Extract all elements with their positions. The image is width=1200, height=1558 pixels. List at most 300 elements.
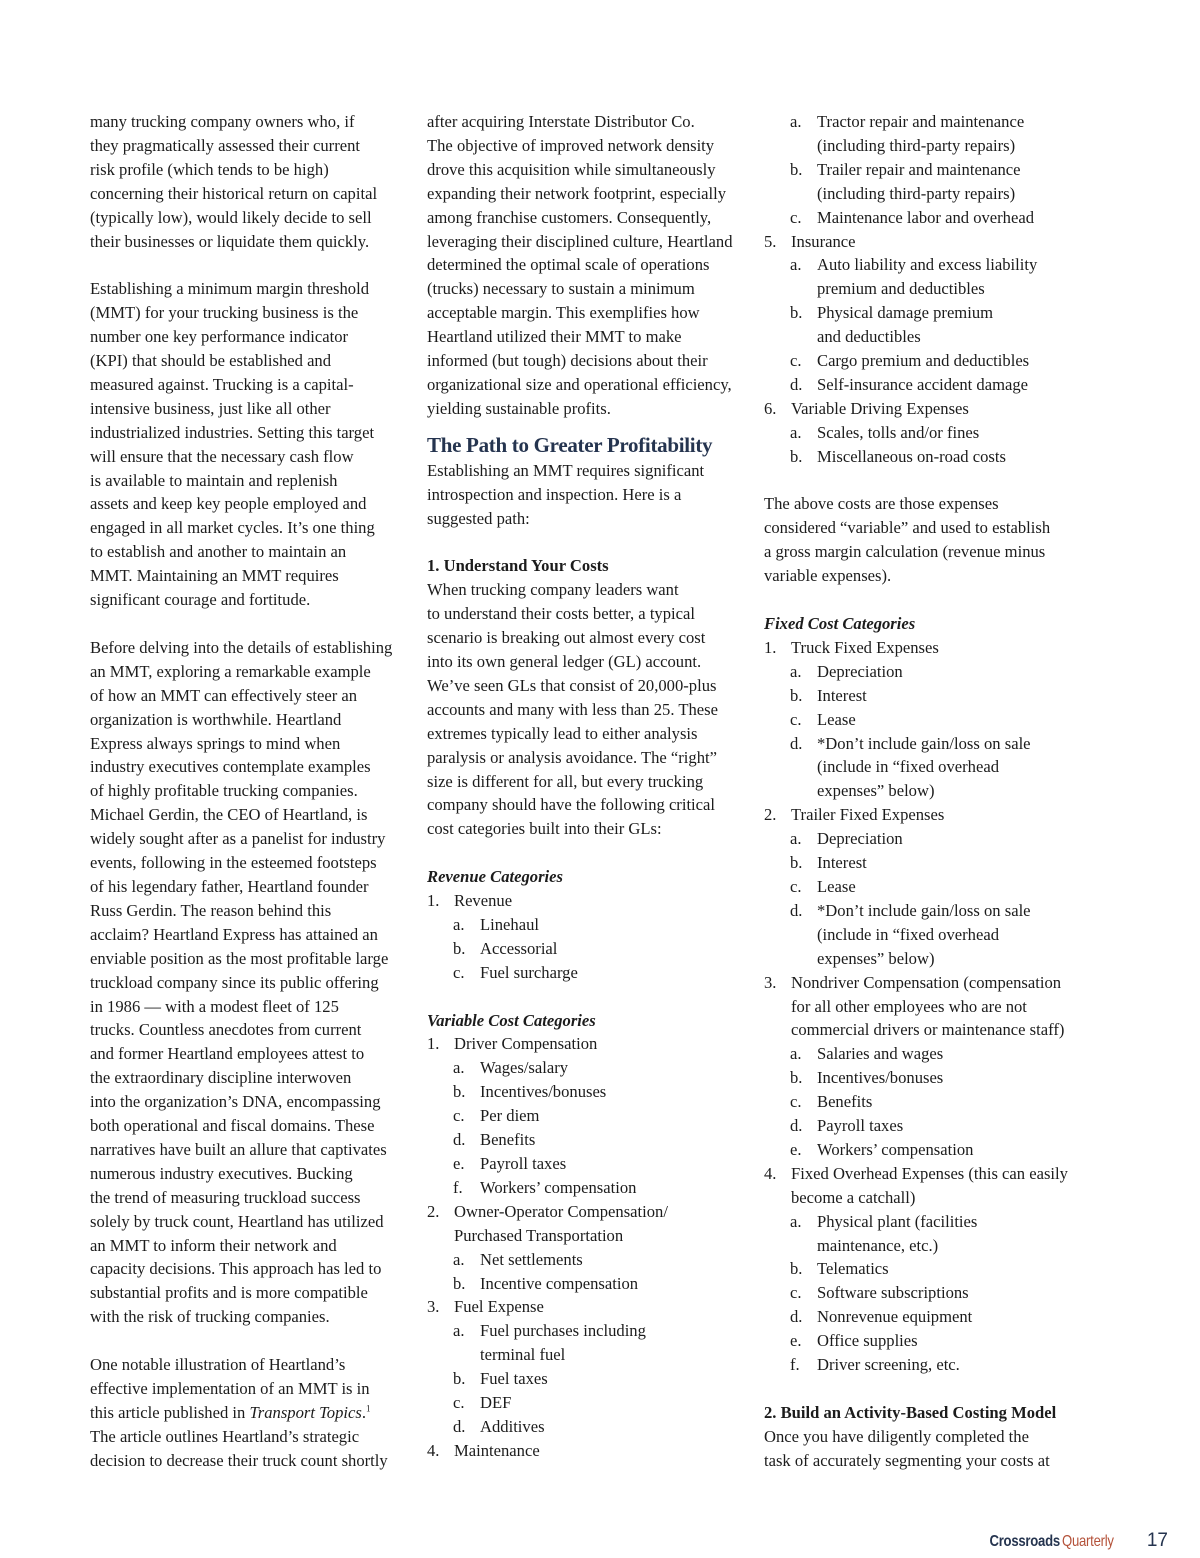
list-subitem-text: Benefits [817,1092,873,1112]
list-subitem-text: Benefits [480,1130,536,1150]
list-marker: 4. [764,1163,777,1183]
text-line: informed (but tough) decisions about their [427,351,708,371]
list-item-line [427,1295,745,1319]
list-subitem-text: Lease [817,876,856,896]
text-line: a gross margin calculation (revenue minus [764,542,1046,562]
text-line: of highly profitable trucking companies. [90,781,358,801]
list-subitem-text: Accessorial [480,938,558,958]
list-item-line [427,1439,745,1463]
text-line: number one key performance indicator [90,327,349,347]
text-line: they pragmatically assessed their current [90,135,361,155]
list-item-text: Revenue [454,891,513,911]
list-subitem-text: Office supplies [817,1331,918,1351]
list-subitem-text: Payroll taxes [480,1154,567,1174]
text-line: The objective of improved network density [427,135,715,155]
text-line: intensive business, just like all other [90,398,331,418]
list-subitem [427,913,745,937]
list-marker: b. [790,853,803,873]
text-line: to understand their costs better, a typical [427,604,695,624]
list-subitem-text: DEF [480,1393,512,1413]
list-subitem [764,301,1084,325]
list-subitem-text: expenses” below) [817,781,935,801]
list-marker: f. [790,1355,800,1375]
text-line: events, following in the esteemed footsteps [90,853,377,873]
list-marker: b. [453,1369,466,1389]
variable-cost-list-continued [764,230,1084,469]
list-item-text: become a catchall) [791,1187,916,1207]
paragraph [427,459,745,531]
list-subitem-text: expenses” below) [817,948,935,968]
text-line: (KPI) that should be established and [90,351,332,371]
list-subitem-text: Auto liability and excess liability [817,255,1038,275]
list-marker: b. [790,159,803,179]
paragraph [427,110,745,421]
list-subitem [427,1056,745,1080]
list-item [764,230,1084,397]
list-subitem-text: Net settlements [480,1249,583,1269]
list-subitem-text: Physical plant (facilities [817,1211,978,1231]
text-line: into the organization’s DNA, encompassing [90,1092,381,1112]
text-line: with the risk of trucking companies. [90,1307,330,1327]
list-subitem [427,1319,745,1343]
list-item-text: Purchased Transportation [454,1225,624,1245]
publication-name-bold: Crossroads [989,1533,1060,1550]
text-line: engaged in all market cycles. It’s one thing [90,518,375,538]
list-subitem [764,1234,1084,1258]
list-subitem-text: Payroll taxes [817,1116,904,1136]
list-subitem [764,182,1084,206]
text-line: enviable position as the most profitable large [90,948,389,968]
list-marker: a. [453,914,465,934]
list-subitem [427,961,745,985]
text-line: Establishing a minimum margin threshold [90,279,369,299]
variable-cost-list [427,1032,745,1462]
list-marker: c. [453,962,465,982]
list-marker: 3. [764,972,777,992]
category-title: Fixed Cost Categories [764,614,916,633]
text-line: among franchise customers. Consequently, [427,207,712,227]
list-subitem [764,1066,1084,1090]
text-line: narratives have built an allure that captivates [90,1139,387,1159]
list-item-line [764,1018,1084,1042]
list-subitem [427,1391,745,1415]
list-marker [790,779,817,803]
list-subitem [427,1152,745,1176]
list-marker: b. [790,303,803,323]
list-subitem-text: Workers’ compensation [817,1139,974,1159]
list-marker: c. [790,351,802,371]
list-subitem [427,1176,745,1200]
list-marker [790,325,817,349]
list-marker: d. [790,1307,803,1327]
list-subitem [764,923,1084,947]
text-line: significant courage and fortitude. [90,590,311,610]
list-subitem-text: Incentives/bonuses [480,1082,607,1102]
list-subitem [764,779,1084,803]
list-marker: a. [790,1044,802,1064]
list-item-text: Trailer Fixed Expenses [791,805,945,825]
list-item-line [764,1162,1084,1186]
list-marker: 2. [427,1201,440,1221]
text-line: leveraging their disciplined culture, Heartland [427,231,733,251]
list-subitem-text: and deductibles [817,327,921,347]
list-marker: c. [790,709,802,729]
text-line: numerous industry executives. Bucking [90,1163,353,1183]
text-line: acclaim? Heartland Express has attained an [90,924,378,944]
list-subitem [427,1080,745,1104]
list-marker: 2. [764,805,777,825]
list-marker: d. [453,1130,466,1150]
text-line: accounts and many with less than 25. These [427,699,718,719]
text-line: truckload company since its public offering [90,972,379,992]
text-line: determined the optimal scale of operations [427,255,710,275]
list-subitem [764,134,1084,158]
maintenance-sublist [764,110,1084,230]
text-line: of how an MMT can effectively steer an [90,685,358,705]
text-line: We’ve seen GLs that consist of 20,000-plus [427,675,717,695]
list-subitem [764,947,1084,971]
list-marker: b. [453,1273,466,1293]
list-subitem-text: Interest [817,853,867,873]
list-subitem-text: Per diem [480,1106,540,1126]
list-subitem-text: *Don’t include gain/loss on sale [817,733,1031,753]
list-subitem [764,732,1084,756]
page-footer [974,1530,1168,1552]
list-subitem [764,851,1084,875]
list-marker: a. [790,255,802,275]
list-subitem [427,1343,745,1367]
text-line: the extraordinary discipline interwoven [90,1068,352,1088]
list-subitem [764,445,1084,469]
text-line: (trucks) necessary to sustain a minimum [427,279,695,299]
list-marker [790,755,817,779]
list-item-text: Owner-Operator Compensation/ [454,1201,668,1221]
text-line: size is different for all, but every trucking [427,771,704,791]
list-subitem [764,827,1084,851]
page-number: 17 [1146,1530,1168,1551]
publication-title: Transport Topics [249,1402,362,1422]
text-line: The above costs are those expenses [764,494,999,514]
text-line: decision to decrease their truck count shortly [90,1450,388,1470]
list-subitem [764,206,1084,230]
list-marker: d. [453,1416,466,1436]
list-subitem-text: Maintenance labor and overhead [817,207,1034,227]
list-subitem-text: Cargo premium and deductibles [817,351,1030,371]
text-line: Establishing an MMT requires significant [427,460,705,480]
list-subitem [427,1272,745,1296]
category-title: Revenue Categories [427,867,563,887]
text-line: company should have the following critical [427,795,716,815]
text-line: an MMT to inform their network and [90,1235,337,1255]
text-line: When trucking company leaders want [427,580,679,600]
list-subitem-text: terminal fuel [480,1345,566,1365]
list-subitem [764,110,1084,134]
list-marker [764,1186,791,1210]
list-marker: e. [453,1154,465,1174]
text-line: solely by truck count, Heartland has utilized [90,1211,384,1231]
list-marker: c. [790,1283,802,1303]
list-marker: d. [790,1116,803,1136]
list-subitem [427,937,745,961]
text-line: assets and keep key people employed and [90,494,367,514]
list-subitem-text: Self-insurance accident damage [817,374,1029,394]
text-line: widely sought after as a panelist for industry [90,829,386,849]
list-subitem [764,325,1084,349]
section-heading: The Path to Greater Profitability [427,432,713,457]
list-marker: b. [790,685,803,705]
list-item [764,636,1084,803]
list-subitem [764,1210,1084,1234]
list-subitem-text: Depreciation [817,661,903,681]
paragraph [90,636,402,1329]
list-item-line [427,889,745,913]
text-line: the trend of measuring truckload success [90,1187,361,1207]
list-marker: 5. [764,231,777,251]
list-marker [427,1224,454,1248]
list-subitem [764,1305,1084,1329]
list-item-line [764,995,1084,1019]
text-line: Heartland utilized their MMT to make [427,327,682,347]
footnote-marker: 1 [366,1403,371,1414]
text-line: risk profile (which tends to be high) [90,159,329,179]
text-line: cost categories built into their GLs: [427,819,662,839]
list-item-text: for all other employees who are not [791,996,1027,1016]
list-subitem-text: premium and deductibles [817,279,985,299]
list-item-text: Nondriver Compensation (compensation [791,972,1062,992]
list-marker: a. [453,1058,465,1078]
list-subitem [427,1248,745,1272]
text-line: industrialized industries. Setting this target [90,422,375,442]
list-marker [764,995,791,1019]
text-line: scenario is breaking out almost every cost [427,628,706,648]
list-item [764,1162,1084,1377]
list-item-text: Truck Fixed Expenses [791,637,939,657]
list-marker: d. [790,733,803,753]
list-subitem-text: Nonrevenue equipment [817,1307,973,1327]
text-line: in 1986 — with a modest fleet of 125 [90,996,339,1016]
list-subitem-text: (including third-party repairs) [817,183,1016,203]
subsection-title: 2. Build an Activity-Based Costing Model [764,1402,1057,1422]
list-subitem-text: Miscellaneous on-road costs [817,446,1006,466]
text-line: many trucking company owners who, if [90,112,355,131]
list-subitem [427,1415,745,1439]
list-item [427,889,745,985]
list-subitem-text: Fuel purchases including [480,1321,646,1341]
list-marker [790,134,817,158]
list-subitem-text: Scales, tolls and/or fines [817,422,980,442]
list-subitem-text: Driver screening, etc. [817,1355,960,1375]
paragraph [427,578,745,841]
list-marker: e. [790,1331,802,1351]
list-marker [764,1018,791,1042]
list-subitem-text: Wages/salary [480,1058,569,1078]
list-item [764,397,1084,469]
list-marker [790,182,817,206]
text-line: (MMT) for your trucking business is the [90,303,359,323]
text-line: MMT. Maintaining an MMT requires [90,566,339,586]
text-line: to establish and another to maintain an [90,542,347,562]
list-item-line [427,1032,745,1056]
list-marker: a. [790,112,802,131]
list-item-text: Maintenance [454,1440,540,1460]
list-subitem [764,875,1084,899]
list-item-text: Insurance [791,231,856,251]
text-line: capacity decisions. This approach has led to [90,1259,382,1279]
list-item-line [764,230,1084,254]
list-subitem-text: Incentive compensation [480,1273,639,1293]
text-line: both operational and fiscal domains. These [90,1116,375,1136]
list-subitem [764,1353,1084,1377]
text-line: extremes typically lead to either analysis [427,723,698,743]
list-marker: d. [790,374,803,394]
list-subitem [764,253,1084,277]
text-line: variable expenses). [764,566,892,586]
paragraph [90,277,402,612]
text-line: paralysis or analysis avoidance. The “right” [427,747,717,767]
text-line: suggested path: [427,508,530,528]
list-marker: e. [790,1139,802,1159]
list-subitem-text: Additives [480,1416,545,1436]
text-line: Express always springs to mind when [90,733,341,753]
text-line: The article outlines Heartland’s strategic [90,1426,360,1446]
text-line: into its own general ledger (GL) account. [427,652,702,672]
paragraph [764,492,1084,588]
list-subitem [764,1257,1084,1281]
list-marker: a. [453,1249,465,1269]
revenue-list [427,889,745,985]
text-line: One notable illustration of Heartland’s [90,1355,346,1375]
list-marker: c. [790,1092,802,1112]
list-subitem [764,708,1084,732]
list-item [764,971,1084,1162]
list-subitem-text: Workers’ compensation [480,1177,637,1197]
list-item [427,1200,745,1296]
text-line: Michael Gerdin, the CEO of Heartland, is [90,805,368,825]
text-line: effective implementation of an MMT is in [90,1378,370,1398]
list-item-text: Fuel Expense [454,1297,544,1317]
list-marker: 4. [427,1440,440,1460]
list-item [427,1439,745,1463]
list-item-text: Variable Driving Expenses [791,398,969,418]
list-marker: a. [790,661,802,681]
list-subitem-text: *Don’t include gain/loss on sale [817,900,1031,920]
list-marker: b. [790,1068,803,1088]
list-marker: a. [453,1321,465,1341]
list-item-line [764,971,1084,995]
list-marker [790,947,817,971]
list-subitem [764,373,1084,397]
text-line: Before delving into the details of establishing [90,637,393,657]
list-subitem [764,349,1084,373]
list-item [427,1032,745,1199]
list-marker: c. [790,207,802,227]
list-subitem [764,1114,1084,1138]
list-subitem-text: Tractor repair and maintenance [817,112,1025,131]
text-line: drove this acquisition while simultaneously [427,159,716,179]
list-marker: 6. [764,398,777,418]
publication-name-light: Quarterly [1061,1533,1114,1550]
list-subitem-text: Fuel surcharge [480,962,578,982]
text-line: is available to maintain and replenish [90,470,338,490]
list-item-text: Fixed Overhead Expenses (this can easily [791,1163,1068,1183]
list-item-line [764,636,1084,660]
list-subitem-text: Lease [817,709,856,729]
list-item-text: Driver Compensation [454,1034,598,1054]
paragraph [90,110,402,253]
list-subitem-text: (including third-party repairs) [817,135,1016,155]
list-marker [790,923,817,947]
list-marker: c. [453,1393,465,1413]
paragraph [764,1425,1084,1473]
list-subitem-text: Interest [817,685,867,705]
list-subitem [427,1128,745,1152]
list-subitem [764,684,1084,708]
list-subitem-text: Salaries and wages [817,1044,944,1064]
list-subitem-text: Telematics [817,1259,889,1279]
list-subitem [427,1367,745,1391]
text-line: this article published in Transport Topics.$^1$ [90,1402,371,1422]
text-line: yielding sustainable profits. [427,398,611,418]
list-marker: b. [453,938,466,958]
list-subitem-text: Incentives/bonuses [817,1068,944,1088]
list-subitem-text: Software subscriptions [817,1283,969,1303]
list-subitem [764,1281,1084,1305]
list-marker: a. [790,1211,802,1231]
list-marker [790,1234,817,1258]
list-item [764,110,1084,230]
list-subitem [764,1090,1084,1114]
text-line: organization is worthwhile. Heartland [90,709,342,729]
fixed-cost-list [764,636,1084,1377]
text-line: substantial profits and is more compatible [90,1283,368,1303]
text-line: considered “variable” and used to establish [764,518,1051,538]
text-line: industry executives contemplate examples [90,757,371,777]
list-subitem [764,899,1084,923]
column-2 [427,110,745,1463]
list-marker: 1. [764,637,777,657]
list-item [764,803,1084,970]
list-subitem [764,755,1084,779]
text-line: Russ Gerdin. The reason behind this [90,900,332,920]
list-subitem [764,660,1084,684]
list-subitem-text: Physical damage premium [817,303,994,323]
text-line: measured against. Trucking is a capital- [90,374,354,394]
list-marker: b. [790,1259,803,1279]
text-line: will ensure that the necessary cash flow [90,446,354,466]
list-marker: d. [790,900,803,920]
text-line: task of accurately segmenting your costs at [764,1450,1050,1470]
list-marker: b. [790,446,803,466]
list-marker: c. [790,876,802,896]
list-subitem-text: maintenance, etc.) [817,1235,939,1255]
text-line: and former Heartland employees attest to [90,1044,365,1064]
text-line: trucks. Countless anecdotes from current [90,1020,362,1040]
list-subitem [764,1042,1084,1066]
list-subitem [764,158,1084,182]
list-item [427,1295,745,1438]
column-3 [764,110,1084,1473]
text-line: their businesses or liquidate them quickly. [90,231,370,251]
list-subitem [427,1104,745,1128]
paragraph [90,1353,402,1473]
list-subitem [764,277,1084,301]
text-line: organizational size and operational efficiency, [427,374,732,394]
list-subitem-text: (include in “fixed overhead [817,924,999,944]
list-marker: 1. [427,1034,440,1054]
text-line: introspection and inspection. Here is a [427,484,682,504]
list-item-line [764,1186,1084,1210]
list-marker: b. [453,1082,466,1102]
